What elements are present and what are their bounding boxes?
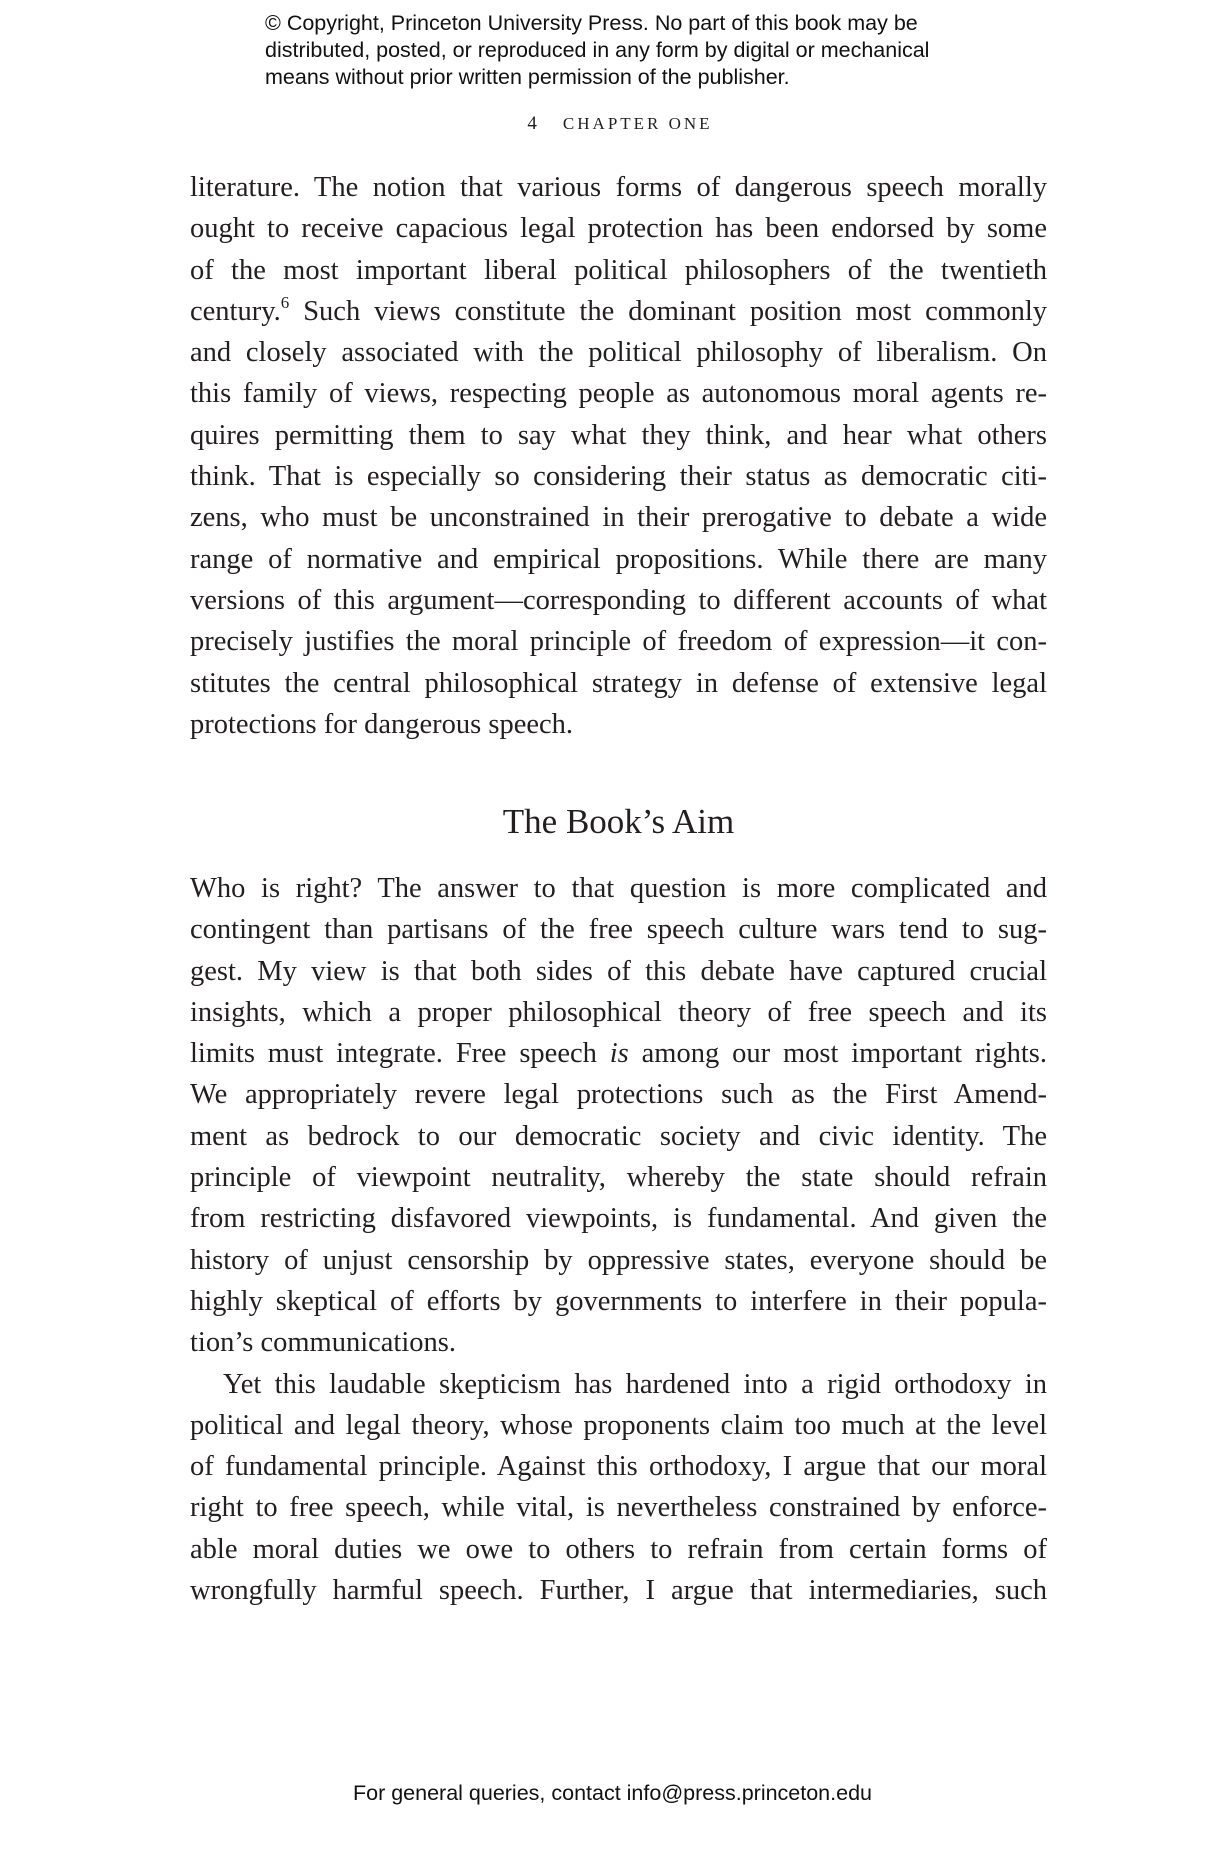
chapter-title: CHAPTER ONE [562, 114, 713, 133]
text-line: political and legal theory, whose proponents claim too much at the level [190, 1409, 1047, 1441]
text-line: of fundamental principle. Against this orthodoxy, I argue that our moral [190, 1451, 1047, 1483]
text-line [190, 1033, 1047, 1074]
copyright-line: means without prior written permission of the publisher. [265, 65, 790, 89]
text-line: tion’s communications. [190, 1327, 456, 1359]
emphasis-text: is [609, 1038, 629, 1070]
copyright-line: distributed, posted, or reproduced in any form by digital or mechanical [265, 38, 930, 62]
text-line: gest. My view is that both sides of this debate have captured crucial [190, 955, 1047, 987]
text-line: and closely associated with the political philosophy of liberalism. On [190, 337, 1047, 369]
copyright-notice [265, 10, 985, 91]
text-line: history of unjust censorship by oppressive states, everyone should be [190, 1244, 1047, 1276]
text-line: stitutes the central philosophical strategy in defense of extensive legal [190, 667, 1047, 699]
text-line: highly skeptical of efforts by governments to interfere in their popula- [190, 1285, 1047, 1317]
text-line: versions of this argument—corresponding to different accounts of what [190, 584, 1047, 616]
text-segment: century. [190, 295, 281, 327]
running-head [190, 113, 1050, 135]
text-line: this family of views, respecting people as autonomous moral agents re- [190, 378, 1047, 410]
text-line: think. That is especially so considering their status as democratic citi- [190, 461, 1047, 493]
text-line: precisely justifies the moral principle of freedom of expression—it con- [190, 626, 1047, 658]
text-line: Yet this laudable skepticism has hardened into a rigid orthodoxy in [223, 1368, 1047, 1400]
footer-contact: For general queries, contact info@press.princeton.edu [352, 1781, 872, 1805]
text-line: literature. The notion that various forms of dangerous speech morally [190, 172, 1047, 203]
text-line: principle of viewpoint neutrality, whereby the state should refrain [190, 1162, 1047, 1194]
text-line: protections for dangerous speech. [190, 708, 574, 740]
text-line: We appropriately revere legal protections such as the First Amend- [190, 1079, 1047, 1111]
body-text-section [190, 868, 1047, 1611]
text-line: contingent than partisans of the free speech culture wars tend to sug- [190, 914, 1047, 946]
text-line: quires permitting them to say what they think, and hear what others [190, 419, 1047, 451]
text-line: range of normative and empirical propositions. While there are many [190, 543, 1047, 575]
section-heading: The Book’s Aim [502, 802, 735, 841]
text-segment: among our most important rights. [628, 1038, 1047, 1070]
copyright-line: © Copyright, Princeton University Press. No part of this book may be [265, 11, 918, 35]
text-line: from restricting disfavored viewpoints, is fundamental. And given the [190, 1203, 1047, 1235]
text-line: ment as bedrock to our democratic society and civic identity. The [190, 1120, 1047, 1152]
text-line: wrongfully harmful speech. Further, I argue that intermediaries, such [190, 1575, 1047, 1607]
text-line [190, 291, 1047, 332]
text-line: right to free speech, while vital, is nevertheless constrained by enforce- [190, 1492, 1047, 1524]
text-line: insights, which a proper philosophical theory of free speech and its [190, 996, 1047, 1028]
text-line: ought to receive capacious legal protection has been endorsed by some [190, 213, 1047, 245]
page-number: 4 [527, 113, 537, 134]
text-line: of the most important liberal political philosophers of the twentieth [190, 254, 1047, 286]
footnote-marker[interactable]: 6 [280, 292, 290, 312]
text-line: Who is right? The answer to that question is more complicated and [190, 873, 1047, 904]
text-line: able moral duties we owe to others to refrain from certain forms of [190, 1533, 1047, 1565]
text-segment: Such views constitute the dominant position most commonly [289, 295, 1047, 327]
text-line: zens, who must be unconstrained in their prerogative to debate a wide [190, 502, 1047, 534]
paragraph-dangerous-speech [190, 167, 1047, 745]
text-segment: limits must integrate. Free speech [190, 1038, 610, 1070]
